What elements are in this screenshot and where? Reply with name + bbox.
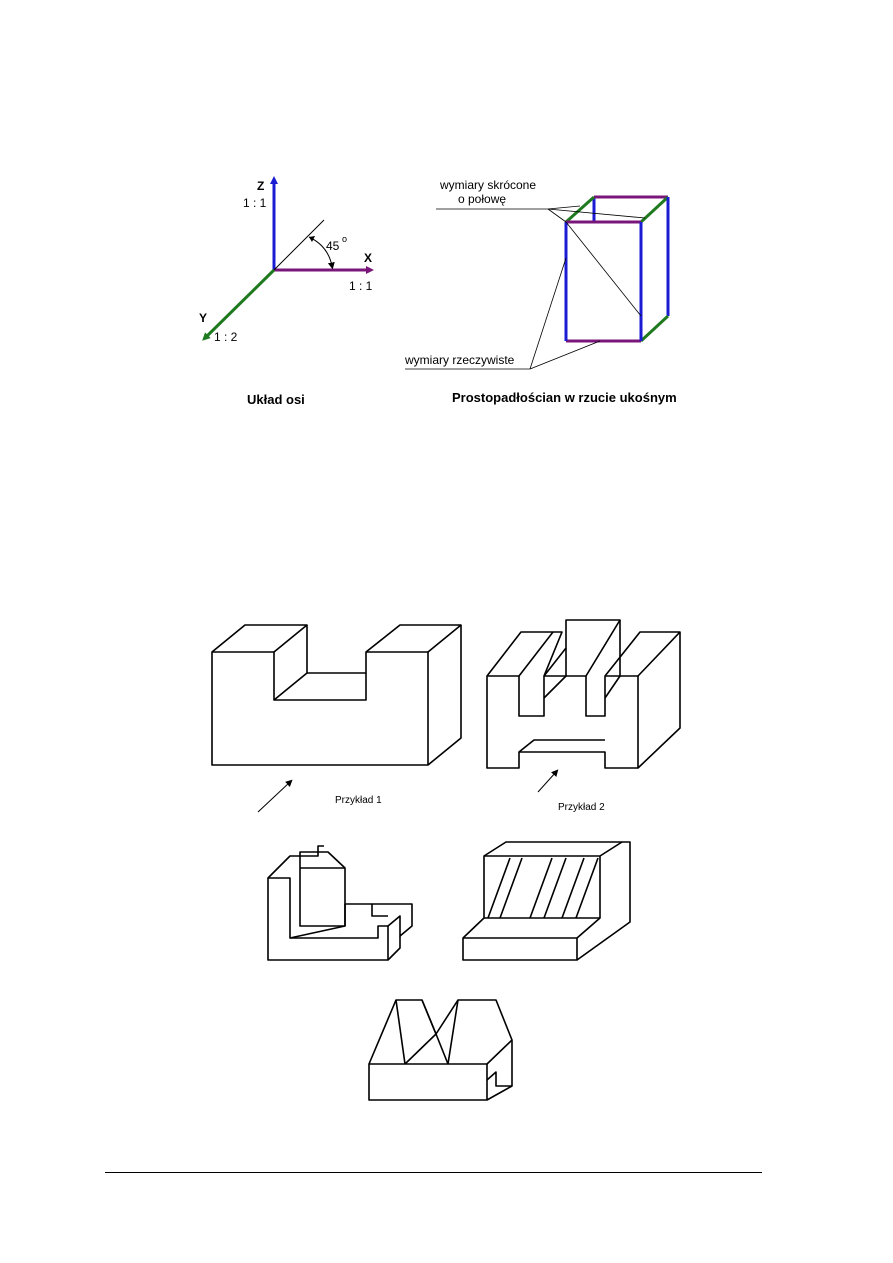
example-4-drawing [463,842,630,960]
shortened-leader-3 [548,209,566,222]
diagonal-guide [274,220,324,270]
angle-value: 45 [326,239,340,253]
y-axis [205,270,274,338]
y-axis-label: Y [199,311,208,325]
shortened-note-line2: o połowę [458,192,507,206]
example-1-drawing [212,625,461,812]
prism-bottom-right-depth [641,316,668,341]
real-leader-1 [530,258,566,369]
angle-degree-mark: o [342,234,348,244]
example-1-label: Przykład 1 [335,795,382,806]
y-scale-label: 1 : 2 [214,330,238,344]
example-2-label: Przykład 2 [558,802,605,813]
prism-caption: Prostopadłościan w rzucie ukośnym [452,390,677,405]
x-axis-label: X [364,251,373,265]
example-3-drawing [268,846,412,960]
prism-diagram [404,178,677,405]
prism-top-right-depth [641,197,668,222]
z-axis-label: Z [257,179,265,193]
example-2-drawing [487,620,680,813]
axis-diagram [199,179,373,407]
real-dimensions-note: wymiary rzeczywiste [405,353,515,367]
prism-top-left-depth [566,197,594,222]
footer-rule [105,1172,762,1173]
real-leader-2 [530,341,600,369]
z-scale-label: 1 : 1 [243,196,267,210]
shortened-leader-2 [548,209,645,218]
shortened-note-line1: wymiary skrócone [440,178,537,192]
axes-caption: Układ osi [247,392,305,407]
shortened-leader-1 [548,206,580,209]
prism-guide [566,222,641,316]
x-scale-label: 1 : 1 [349,279,373,293]
example-5-drawing [369,1000,512,1100]
angle-arc-start-arrow [309,236,315,242]
